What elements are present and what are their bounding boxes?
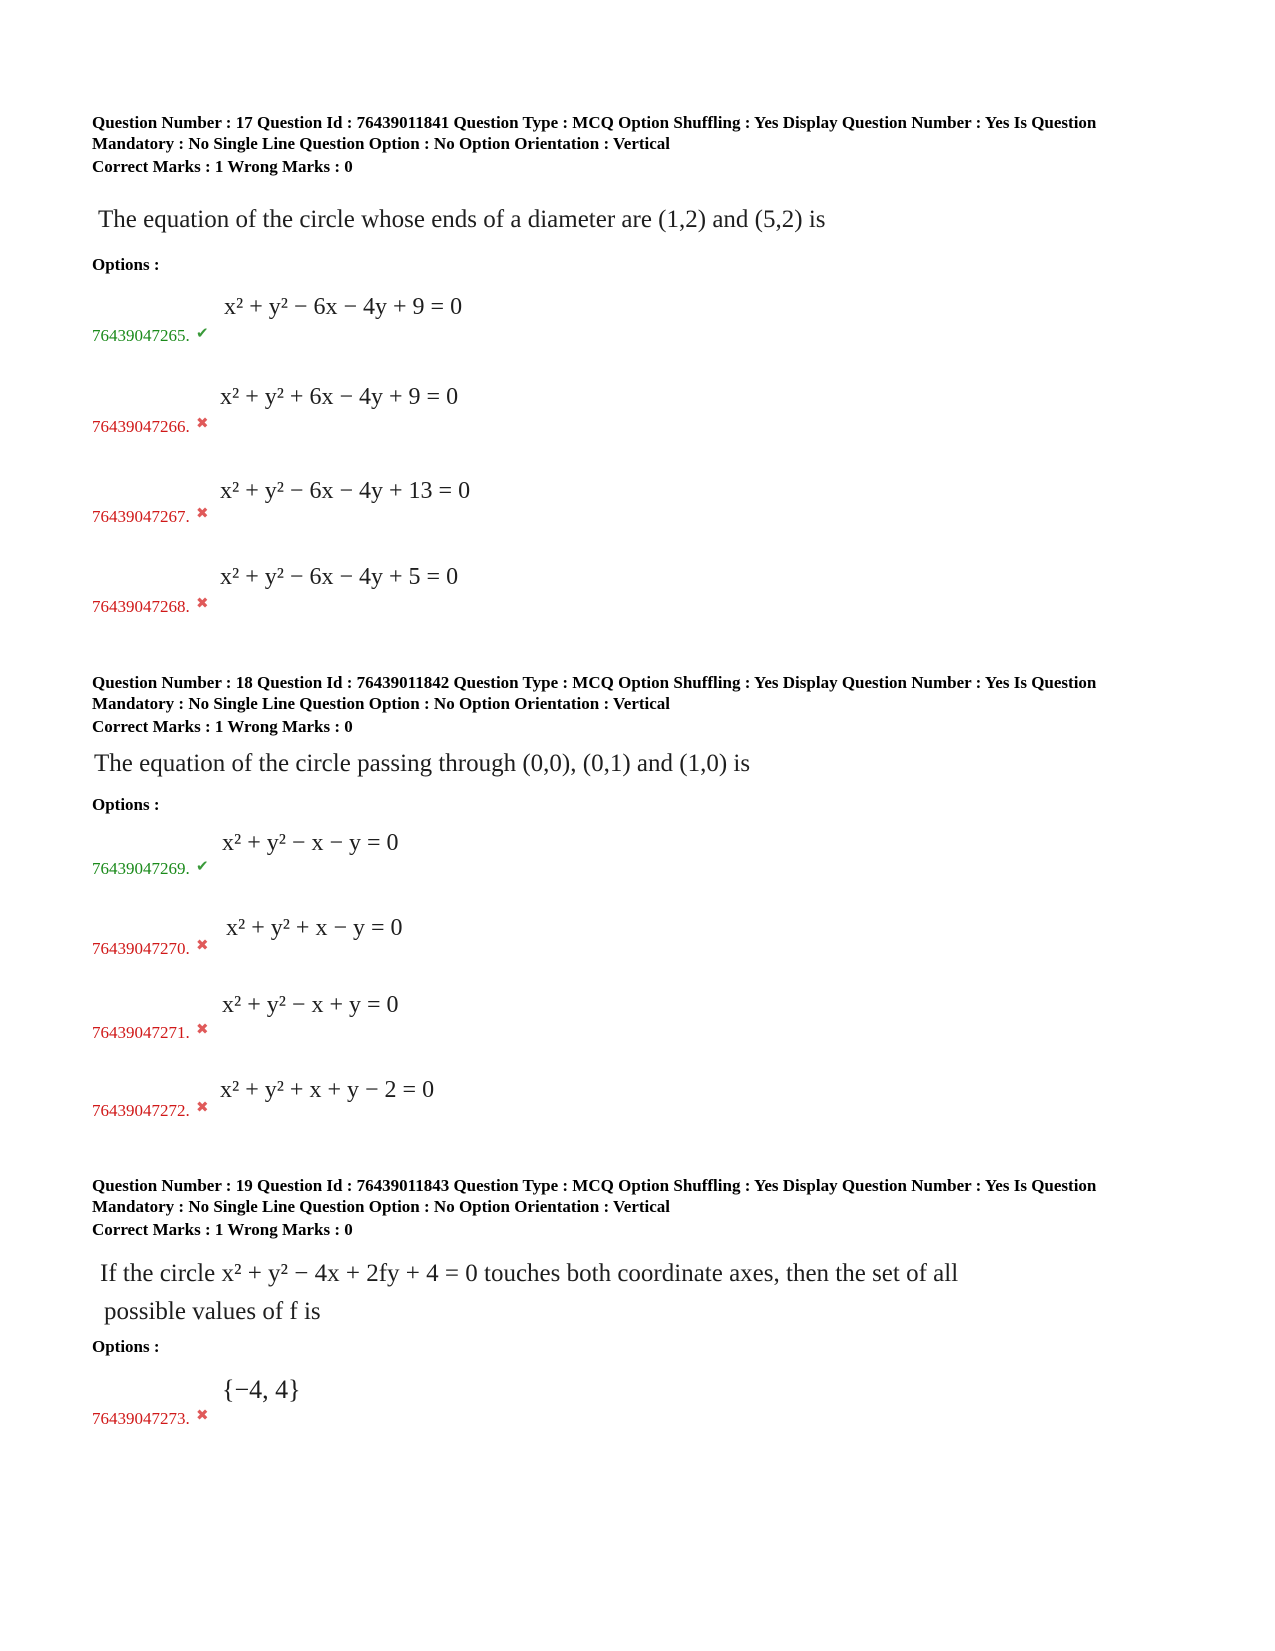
question-meta — [92, 672, 1192, 714]
question-meta-line1: Question Number : 17 Question Id : 76439011841 Question Type : MCQ Option Shuffling : Yes Display Question Number : Yes Is Question — [92, 113, 1097, 132]
option-item[interactable] — [92, 478, 792, 538]
option-item[interactable] — [92, 564, 792, 624]
question-marks: Correct Marks : 1 Wrong Marks : 0 — [92, 717, 353, 736]
question-stem-line1: If the circle x² + y² − 4x + 2fy + 4 = 0 touches both coordinate axes, then the set of all — [100, 1260, 959, 1287]
cross-icon: ✖ — [196, 1408, 209, 1424]
option-id: 76439047271. — [92, 1023, 190, 1042]
option-expression: x² + y² + 6x − 4y + 9 = 0 — [220, 384, 459, 410]
check-icon: ✔ — [196, 859, 209, 875]
cross-icon: ✖ — [196, 1022, 209, 1038]
option-id: 76439047273. — [92, 1409, 190, 1428]
question-meta-line2: Mandatory : No Single Line Question Option : No Option Orientation : Vertical — [92, 134, 671, 153]
option-item[interactable] — [92, 830, 792, 890]
option-id: 76439047265. — [92, 326, 190, 345]
question-17 — [92, 112, 1192, 616]
option-expression: x² + y² + x − y = 0 — [226, 915, 403, 941]
option-expression: x² + y² − 6x − 4y + 5 = 0 — [220, 564, 459, 590]
option-id: 76439047269. — [92, 859, 190, 878]
question-19 — [92, 1175, 1192, 1428]
cross-icon: ✖ — [196, 938, 209, 954]
options-label: Options : — [92, 255, 160, 274]
option-expression: {−4, 4} — [222, 1375, 301, 1404]
option-item[interactable] — [92, 992, 792, 1052]
option-expression: x² + y² − x + y = 0 — [222, 992, 399, 1018]
option-expression: x² + y² − 6x − 4y + 9 = 0 — [224, 294, 463, 320]
question-marks: Correct Marks : 1 Wrong Marks : 0 — [92, 1220, 353, 1239]
option-item[interactable] — [92, 384, 792, 444]
question-meta-line1: Question Number : 19 Question Id : 76439011843 Question Type : MCQ Option Shuffling : Yes Display Question Number : Yes Is Question — [92, 1176, 1097, 1195]
question-stem: The equation of the circle whose ends of a diameter are (1,2) and (5,2) is — [98, 206, 826, 233]
option-expression: x² + y² − x − y = 0 — [222, 830, 399, 856]
cross-icon: ✖ — [196, 596, 209, 612]
option-id: 76439047267. — [92, 507, 190, 526]
cross-icon: ✖ — [196, 506, 209, 522]
question-meta-line1: Question Number : 18 Question Id : 76439011842 Question Type : MCQ Option Shuffling : Yes Display Question Number : Yes Is Question — [92, 673, 1097, 692]
question-meta-line2: Mandatory : No Single Line Question Option : No Option Orientation : Vertical — [92, 694, 671, 713]
option-item[interactable] — [92, 1077, 792, 1137]
question-stem: The equation of the circle passing through (0,0), (0,1) and (1,0) is — [94, 750, 751, 777]
question-meta-line2: Mandatory : No Single Line Question Option : No Option Orientation : Vertical — [92, 1197, 671, 1216]
option-item[interactable] — [92, 1375, 792, 1435]
option-id: 76439047268. — [92, 597, 190, 616]
option-id: 76439047270. — [92, 939, 190, 958]
question-stem-line2: possible values of f is — [104, 1298, 321, 1325]
options-label: Options : — [92, 795, 160, 814]
cross-icon: ✖ — [196, 1100, 209, 1116]
option-id: 76439047266. — [92, 417, 190, 436]
check-icon: ✔ — [196, 326, 209, 342]
option-expression: x² + y² + x + y − 2 = 0 — [220, 1077, 435, 1103]
question-18 — [92, 672, 1192, 1120]
option-expression: x² + y² − 6x − 4y + 13 = 0 — [220, 478, 471, 504]
option-id: 76439047272. — [92, 1101, 190, 1120]
question-marks: Correct Marks : 1 Wrong Marks : 0 — [92, 157, 353, 176]
options-label: Options : — [92, 1337, 160, 1356]
question-meta — [92, 112, 1192, 154]
option-item[interactable] — [92, 294, 792, 354]
cross-icon: ✖ — [196, 416, 209, 432]
option-item[interactable] — [92, 915, 792, 975]
question-meta — [92, 1175, 1192, 1217]
